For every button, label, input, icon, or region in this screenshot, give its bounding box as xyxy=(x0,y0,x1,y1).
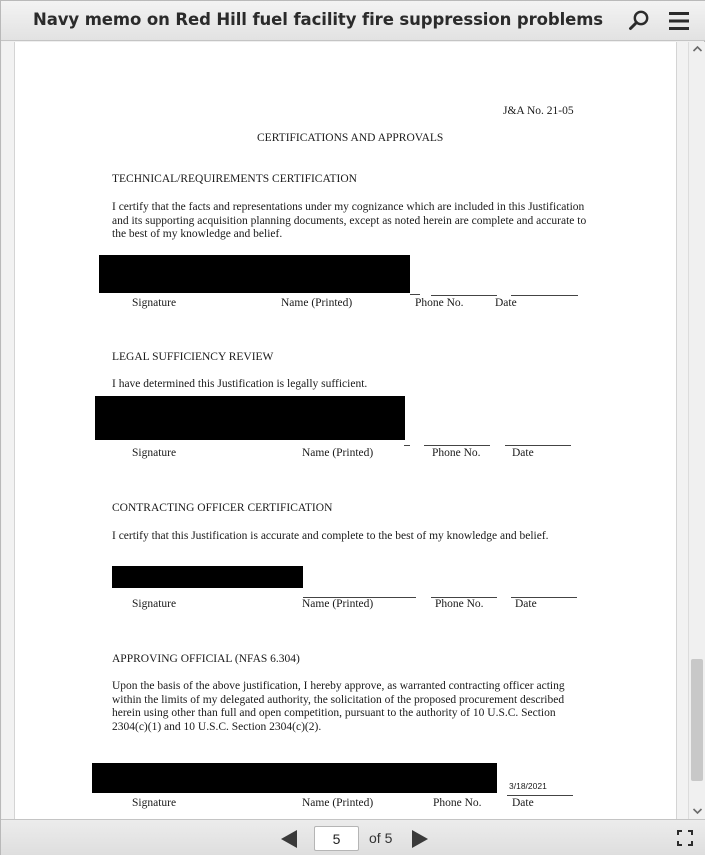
date-line xyxy=(511,295,578,296)
scroll-down-icon[interactable] xyxy=(689,804,705,818)
viewer-footer xyxy=(1,819,705,855)
redaction-block xyxy=(95,396,405,440)
search-icon[interactable] xyxy=(627,9,651,33)
phone-label: Phone No. xyxy=(435,598,484,610)
signature-label: Signature xyxy=(132,447,177,459)
signature-line xyxy=(410,294,420,295)
phone-label: Phone No. xyxy=(433,797,482,809)
phone-line xyxy=(431,295,497,296)
page-number-input[interactable] xyxy=(314,826,359,851)
date-label: Date xyxy=(512,797,534,809)
hamburger-menu-icon[interactable] xyxy=(667,9,691,33)
date-line xyxy=(505,445,571,446)
date-label: Date xyxy=(512,447,534,459)
document-page xyxy=(14,42,677,819)
ja-number: J&A No. 21-05 xyxy=(503,105,574,117)
phone-label: Phone No. xyxy=(432,447,481,459)
viewer-header xyxy=(1,1,705,41)
date-label: Date xyxy=(515,598,537,610)
name-label: Name (Printed) xyxy=(281,297,353,309)
section-title: TECHNICAL/REQUIREMENTS CERTIFICATION xyxy=(112,173,357,185)
signature-label: Signature xyxy=(132,797,177,809)
vertical-scrollbar[interactable] xyxy=(688,42,705,819)
date-label: Date xyxy=(495,297,517,309)
date-line xyxy=(507,795,573,796)
section-body: I have determined this Justification is legally sufficient. xyxy=(112,378,368,390)
scroll-up-icon[interactable] xyxy=(689,42,705,56)
redaction-block xyxy=(112,566,303,588)
section-title: CONTRACTING OFFICER CERTIFICATION xyxy=(112,502,333,514)
signature-label: Signature xyxy=(132,598,177,610)
prev-page-icon[interactable] xyxy=(280,829,298,849)
fullscreen-icon[interactable] xyxy=(677,830,693,846)
section-title: LEGAL SUFFICIENCY REVIEW xyxy=(112,351,274,363)
section-body: I certify that this Justification is accurate and complete to the best of my knowledge and belief. xyxy=(112,530,549,542)
approval-date-value: 3/18/2021 xyxy=(509,781,547,791)
section-body: I certify that the facts and representations under my cognizance which are included in this Justification and its supporting acquisition planning documents, except as noted herein are complete and accurate to the best of my knowledge and belief. xyxy=(112,201,587,241)
page-total-label: of 5 xyxy=(369,830,393,846)
page-heading: CERTIFICATIONS AND APPROVALS xyxy=(257,132,444,144)
signature-label: Signature xyxy=(132,297,177,309)
section-body: Upon the basis of the above justification, I hereby approve, as warranted contracting officer acting within the limits of my delegated authority, the solicitation of the proposed procurement described herein using other than full and open competition, pursuant to the authority of 10 U.S.C. Section 2304(c)(1) and 10 U.S.C. Section 2304(c)(2). xyxy=(112,680,565,733)
signature-line xyxy=(404,445,410,446)
phone-line xyxy=(424,445,490,446)
document-title: Navy memo on Red Hill fuel facility fire suppression problems xyxy=(33,10,604,29)
name-label: Name (Printed) xyxy=(302,447,374,459)
phone-label: Phone No. xyxy=(415,297,464,309)
section-title: APPROVING OFFICIAL (NFAS 6.304) xyxy=(112,653,300,665)
scrollbar-thumb[interactable] xyxy=(691,659,703,781)
name-label: Name (Printed) xyxy=(302,797,374,809)
document-scroll-area[interactable] xyxy=(2,42,688,819)
next-page-icon[interactable] xyxy=(411,829,429,849)
redaction-block xyxy=(99,255,410,293)
redaction-block xyxy=(92,763,497,793)
name-label: Name (Printed) xyxy=(302,598,374,610)
